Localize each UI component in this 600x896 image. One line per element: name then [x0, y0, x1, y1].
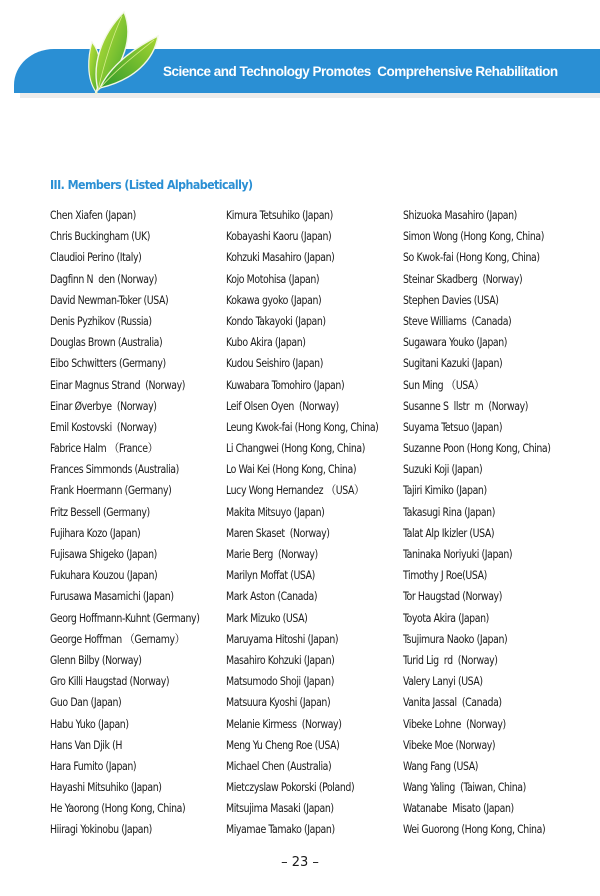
member-name: Chen Xiafen (Japan) [50, 208, 136, 222]
member-name: Emil Kostovski (Norway) [50, 419, 157, 434]
member-name: Kimura Tetsuhiko (Japan) [226, 208, 333, 222]
member-name: Makita Mitsuyo (Japan) [226, 504, 325, 519]
member-name: Furusawa Masamichi (Japan) [50, 589, 174, 604]
member-name: Wang Yaling (Taiwan, China) [403, 780, 526, 795]
member-name: Fujisawa Shigeko (Japan) [50, 547, 157, 561]
page-number: – 23 – [281, 855, 319, 870]
member-name: Masahiro Kohzuki (Japan) [226, 652, 335, 667]
member-name: Einar Øverbye (Norway) [50, 398, 157, 413]
member-name: He Yaorong (Hong Kong, China) [50, 801, 186, 816]
member-name: Matsuura Kyoshi (Japan) [226, 695, 331, 710]
member-name: Kondo Takayoki (Japan) [226, 313, 326, 328]
member-name: Wei Guorong (Hong Kong, China) [403, 822, 546, 837]
member-name: Denis Pyzhikov (Russia) [50, 313, 152, 328]
member-name: Lo Wai Kei (Hong Kong, China) [226, 462, 357, 477]
member-name: Turid Lig rd (Norway) [403, 652, 498, 667]
member-name: Kojo Motohisa (Japan) [226, 271, 320, 286]
member-name: Hans Van Djik (H [50, 737, 123, 752]
member-name: David Newman-Toker (USA) [50, 292, 169, 307]
member-name: Mitsujima Masaki (Japan) [226, 801, 334, 816]
member-name: Li Changwei (Hong Kong, China) [226, 441, 365, 456]
member-name: Sun Ming （USA） [403, 377, 485, 392]
member-name: Wang Fang (USA) [403, 758, 479, 773]
member-name: So Kwok-fai (Hong Kong, China) [403, 250, 540, 265]
member-name: Marilyn Moffat (USA) [226, 568, 315, 583]
member-name: Georg Hoffmann-Kuhnt (Germany) [50, 610, 200, 625]
member-name: Fujihara Kozo (Japan) [50, 525, 141, 540]
member-name: Mark Mizuko (USA) [226, 610, 308, 625]
member-name: Douglas Brown (Australia) [50, 335, 163, 350]
member-name: Leif Olsen Oyen (Norway) [226, 398, 339, 413]
member-name: Steve Williams (Canada) [403, 313, 512, 328]
member-name: Maren Skaset (Norway) [226, 525, 330, 540]
member-name: Mark Aston (Canada) [226, 589, 318, 604]
member-name: Suzuki Koji (Japan) [403, 462, 483, 477]
member-name: Habu Yuko (Japan) [50, 716, 129, 731]
member-name: Kobayashi Kaoru (Japan) [226, 229, 332, 244]
green-leaves-icon [82, 6, 162, 96]
member-name: Kuwabara Tomohiro (Japan) [226, 377, 345, 392]
member-name: Vibeke Lohne (Norway) [403, 716, 506, 731]
member-name: Taninaka Noriyuki (Japan) [403, 547, 513, 561]
member-name: Guo Dan (Japan) [50, 695, 122, 710]
member-name: Hayashi Mitsuhiko (Japan) [50, 780, 162, 795]
member-name: Tajiri Kimiko (Japan) [403, 483, 487, 498]
member-name: Frances Simmonds (Australia) [50, 462, 179, 477]
member-name: Hiiragi Yokinobu (Japan) [50, 822, 152, 837]
member-name: Dagfinn N den (Norway) [50, 271, 158, 286]
member-name: Vibeke Moe (Norway) [403, 737, 496, 752]
members-column-3 [403, 205, 567, 841]
member-name: Shizuoka Masahiro (Japan) [403, 208, 517, 222]
section-heading: III. Members (Listed Alphabetically) [50, 178, 253, 192]
member-name: Eibo Schwitters (Germany) [50, 356, 166, 371]
member-name: Einar Magnus Strand (Norway) [50, 377, 185, 392]
member-name: Susanne S llstr m (Norway) [403, 398, 529, 413]
member-name: Melanie Kirmess (Norway) [226, 716, 342, 731]
member-name: Simon Wong (Hong Kong, China) [403, 229, 545, 244]
member-name: Kubo Akira (Japan) [226, 335, 306, 350]
member-name: Valery Lanyi (USA) [403, 674, 483, 689]
members-column-2 [226, 205, 395, 841]
member-name: Toyota Akira (Japan) [403, 610, 489, 625]
member-name: Fritz Bessell (Germany) [50, 504, 150, 519]
member-name: Sugitani Kazuki (Japan) [403, 356, 503, 371]
member-name: Timothy J Roe(USA) [403, 568, 487, 583]
member-name: Tsujimura Naoko (Japan) [403, 631, 508, 646]
member-name: Suyama Tetsuo (Japan) [403, 419, 503, 434]
member-name: Kokawa gyoko (Japan) [226, 292, 322, 307]
member-name: Leung Kwok-fai (Hong Kong, China) [226, 419, 379, 434]
member-name: Talat Alp Ikizler (USA) [403, 525, 495, 540]
member-name: Kohzuki Masahiro (Japan) [226, 250, 335, 265]
member-name: Sugawara Youko (Japan) [403, 335, 508, 350]
members-column-1 [50, 205, 216, 841]
member-name: Steinar Skadberg (Norway) [403, 271, 523, 286]
member-name: Suzanne Poon (Hong Kong, China) [403, 441, 551, 456]
member-name: Tor Haugstad (Norway) [403, 589, 502, 604]
member-name: Hara Fumito (Japan) [50, 758, 137, 773]
member-name: Maruyama Hitoshi (Japan) [226, 631, 339, 646]
member-name: Claudioi Perino (Italy) [50, 250, 142, 265]
member-name: Lucy Wong Hernandez （USA） [226, 483, 365, 498]
member-name: Takasugi Rina (Japan) [403, 504, 495, 519]
member-name: Meng Yu Cheng Roe (USA) [226, 737, 340, 752]
member-name: Glenn Bilby (Norway) [50, 652, 142, 667]
member-name: Marie Berg (Norway) [226, 547, 318, 561]
header-title: Science and Technology Promotes Comprehensive Rehabilitation [163, 64, 558, 79]
member-name: Frank Hoermann (Germany) [50, 483, 172, 498]
member-name: Fukuhara Kouzou (Japan) [50, 568, 158, 583]
member-name: Michael Chen (Australia) [226, 758, 332, 773]
member-name: Gro Killi Haugstad (Norway) [50, 674, 170, 689]
member-name: Mietczyslaw Pokorski (Poland) [226, 780, 355, 795]
member-name: Matsumodo Shoji (Japan) [226, 674, 334, 689]
member-name: Fabrice Halm （France） [50, 441, 158, 456]
member-name: Stephen Davies (USA) [403, 292, 499, 307]
member-name: Vanita Jassal (Canada) [403, 695, 502, 710]
member-name: Chris Buckingham (UK) [50, 229, 151, 244]
member-name: Kudou Seishiro (Japan) [226, 356, 323, 371]
member-name: Miyamae Tamako (Japan) [226, 822, 335, 837]
member-name: George Hoffman （Gernamy） [50, 631, 185, 646]
member-name: Watanabe Misato (Japan) [403, 801, 514, 816]
